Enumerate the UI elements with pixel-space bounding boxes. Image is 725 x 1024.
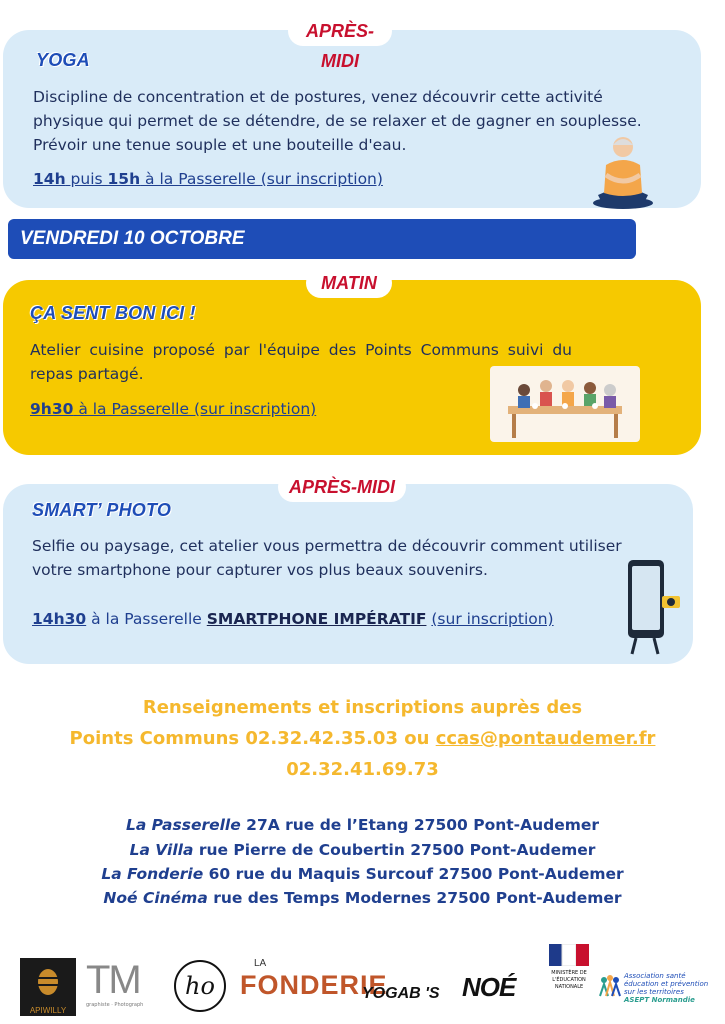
yogabs-logo: YOGAB 'S bbox=[362, 985, 440, 1002]
cuisine-period-label: MATIN bbox=[306, 268, 392, 298]
ho-text: ho bbox=[185, 972, 215, 1000]
photo-requirement: SMARTPHONE IMPÉRATIF bbox=[206, 610, 427, 628]
asept-line-4: ASEPT Normandie bbox=[624, 996, 695, 1004]
bee-icon bbox=[20, 958, 76, 1002]
ministere-text: MINISTÈRE DE L'ÉDUCATION NATIONALE bbox=[551, 970, 587, 990]
noe-text: NOÉ bbox=[462, 972, 516, 1002]
photo-period-label: APRÈS-MIDI bbox=[278, 472, 406, 502]
people-icon bbox=[598, 974, 622, 1000]
address-passerelle: La Passerelle 27A rue de l’Etang 27500 Pont-Audemer bbox=[125, 816, 600, 834]
asept-logo bbox=[598, 970, 710, 1014]
ministere-logo bbox=[540, 944, 598, 1018]
tm-text: TM bbox=[86, 958, 140, 1002]
yoga-period-label: APRÈS-MIDI bbox=[288, 16, 392, 46]
smartphone-illustration bbox=[618, 556, 688, 656]
cuisine-time: 9h30 bbox=[30, 400, 74, 418]
apiwilly-text: APIWILLY bbox=[29, 1006, 67, 1015]
asept-line-2: éducation et prévention bbox=[624, 980, 709, 988]
photo-title: SMART’ PHOTO bbox=[32, 500, 172, 520]
day-banner: VENDREDI 10 OCTOBRE bbox=[8, 219, 636, 259]
photo-place: à la Passerelle bbox=[86, 610, 207, 628]
cuisine-title: ÇA SENT BON ICI ! bbox=[30, 303, 196, 323]
yoga-schedule bbox=[33, 170, 383, 188]
cuisine-place: à la Passerelle bbox=[73, 400, 194, 418]
fonderie-text: FONDERIE bbox=[240, 970, 388, 1000]
yoga-place: à la Passerelle bbox=[140, 170, 261, 188]
info-line-2 bbox=[0, 728, 725, 749]
photo-time: 14h30 bbox=[32, 610, 87, 628]
asept-line-3: sur les territoires bbox=[624, 988, 684, 996]
yoga-description: Discipline de concentration et de postures, venez découvrir cette activité physique qui permet de se détendre, de se relaxer et de gagner en souplesse. Prévoir une tenue souple et une bouteille d'eau. bbox=[33, 88, 642, 154]
photo-schedule bbox=[32, 610, 554, 628]
photo-signup-link[interactable]: (sur inscription) bbox=[431, 610, 554, 628]
yoga-time-2: 15h bbox=[107, 170, 141, 188]
asept-line-1: Association santé bbox=[624, 972, 686, 980]
shared-meal-illustration bbox=[490, 366, 640, 442]
french-flag-icon bbox=[549, 944, 589, 966]
apiwilly-logo bbox=[20, 958, 76, 1016]
yoga-puis: puis bbox=[65, 170, 108, 188]
noe-logo bbox=[462, 972, 532, 1008]
info-line-3: 02.32.41.69.73 bbox=[286, 759, 439, 780]
photo-description: Selfie ou paysage, cet atelier vous permettra de découvrir comment utiliser votre smartphone pour capturer vos plus beaux souvenirs. bbox=[32, 537, 622, 579]
cuisine-description: Atelier cuisine proposé par l'équipe des Points Communs suivi du repas partagé. bbox=[30, 341, 572, 383]
cuisine-signup-link[interactable]: (sur inscription) bbox=[193, 400, 317, 418]
fonderie-la-text: LA bbox=[254, 958, 267, 969]
ho-logo bbox=[174, 960, 226, 1012]
yoga-title: YOGA bbox=[36, 50, 90, 70]
info-line-1: Renseignements et inscriptions auprès des bbox=[142, 697, 583, 718]
la-fonderie-logo bbox=[240, 958, 388, 1016]
cuisine-schedule bbox=[30, 400, 316, 418]
yoga-signup-link[interactable]: (sur inscription) bbox=[260, 170, 383, 188]
address-fonderie: La Fonderie 60 rue du Maquis Surcouf 27500 Pont-Audemer bbox=[101, 865, 624, 883]
address-noe-cinema: Noé Cinéma rue des Temps Modernes 27500 Pont-Audemer bbox=[103, 889, 622, 907]
tm-logo bbox=[86, 958, 152, 1016]
email-link[interactable]: ccas@pontaudemer.fr bbox=[435, 728, 656, 749]
address-villa: La Villa rue Pierre de Coubertin 27500 Pont-Audemer bbox=[129, 841, 596, 859]
yoga-meditation-illustration bbox=[588, 125, 658, 210]
yoga-time-1: 14h bbox=[33, 170, 66, 188]
info-phone-1: Points Communs 02.32.42.35.03 ou bbox=[69, 728, 436, 749]
tm-subtext: graphiste · Photograph bbox=[86, 1002, 144, 1008]
